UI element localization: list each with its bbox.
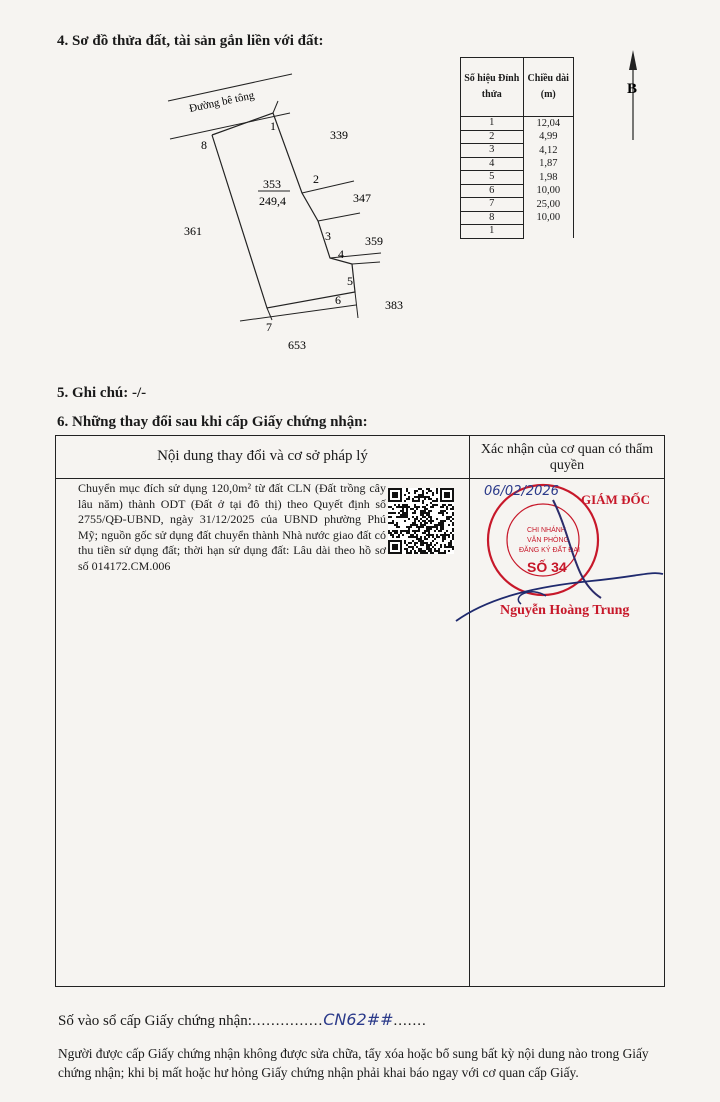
neighbor-339: 339 (330, 128, 348, 142)
vertex-row (461, 198, 574, 212)
signer-name: Nguyễn Hoàng Trung (500, 603, 630, 618)
vertex-row (461, 130, 574, 144)
changes-header-confirmation: Xác nhận của cơ quan có thẩm quyền (480, 442, 654, 473)
vertex-row (461, 117, 574, 131)
vertex-row (461, 171, 574, 185)
changes-header-content: Nội dung thay đổi và cơ sở pháp lý (157, 448, 368, 464)
qr-code-icon (388, 488, 454, 554)
vertex-number: 5 (461, 171, 524, 185)
section-4-title: 4. Sơ đồ thửa đất, tài sản gắn liền với đất: (57, 33, 324, 49)
vertex-row (461, 144, 574, 158)
segment-length: 12,04 (523, 117, 574, 131)
segment-length: 1,98 (523, 171, 574, 185)
registry-line: Số vào sổ cấp Giấy chứng nhận:...............CN62##....... (58, 1010, 427, 1029)
svg-text:SỐ 34: SỐ 34 (527, 559, 567, 575)
boundary-653 (240, 305, 356, 321)
neighbor-383: 383 (385, 298, 403, 312)
north-label: B (627, 81, 638, 97)
vertex-number: 1 (461, 117, 524, 131)
vertex-number: 2 (461, 130, 524, 144)
boundary-347 (302, 181, 354, 193)
boundary-1 (273, 101, 278, 113)
vertex-8: 8 (201, 138, 207, 152)
registry-value: CN62## (323, 1010, 394, 1029)
segment-length (523, 225, 574, 239)
segment-length: 10,00 (523, 211, 574, 225)
parcel-number: 353 (263, 177, 281, 191)
neighbor-347: 347 (353, 191, 371, 205)
segment-length: 25,00 (523, 198, 574, 212)
vertex-5: 5 (347, 274, 353, 288)
header-length: Chiều dài (m) (523, 58, 574, 117)
vertex-row (461, 184, 574, 198)
vertex-row (461, 225, 574, 239)
svg-text:CHI NHÁNH: CHI NHÁNH (527, 527, 566, 534)
vertex-3: 3 (325, 229, 331, 243)
vertex-number: 4 (461, 157, 524, 171)
parcel-boundary (212, 113, 355, 308)
vertex-4: 4 (338, 247, 344, 261)
vertex-row (461, 211, 574, 225)
segment-length: 4,12 (523, 144, 574, 158)
north-arrow-icon (629, 50, 637, 70)
changes-table (55, 435, 665, 987)
neighbor-361: 361 (184, 224, 202, 238)
vertex-length-rows (461, 117, 574, 239)
header-divider (56, 478, 664, 479)
parcel-diagram (0, 0, 720, 380)
neighbor-359: 359 (365, 234, 383, 248)
vertex-number: 1 (461, 225, 524, 239)
boundary-359a (318, 213, 360, 221)
vertex-2: 2 (313, 172, 319, 186)
vertex-7: 7 (266, 320, 272, 334)
section-5-title: 5. Ghi chú: -/- (57, 385, 147, 401)
vertex-number: 6 (461, 184, 524, 198)
vertex-number: 7 (461, 198, 524, 212)
section-6-title: 6. Những thay đổi sau khi cấp Giấy chứng nhận: (57, 414, 368, 430)
signer-title: GIÁM ĐỐC (581, 492, 650, 507)
vertex-length-table (460, 57, 574, 239)
neighbor-653: 653 (288, 338, 306, 352)
svg-text:ĐĂNG KÝ ĐẤT ĐAI: ĐĂNG KÝ ĐẤT ĐAI (519, 547, 580, 554)
vertex-row (461, 157, 574, 171)
registry-label: Số vào sổ cấp Giấy chứng nhận: (58, 1013, 252, 1029)
change-content: Chuyển mục đích sử dụng 120,0m² từ đất CLN (Đất trồng cây lâu năm) thành ODT (Đất ở tại đô thị) theo Quyết định số 2755/QĐ-UBND, ngày 31/12/2025 của UBND phường Phú Mỹ; nguồn gốc sử dụng đất chuyển thành Nhà nước giao đất có thu tiền sử dụng đất; thời hạn sử dụng đất: Lâu dài theo hồ sơ số 014172.CM.006 (78, 481, 386, 573)
parcel-area: 249,4 (259, 194, 286, 208)
column-divider (469, 436, 470, 986)
stamp-date: 06/02/2026 (484, 484, 559, 499)
boundary-7 (267, 308, 272, 320)
vertex-number: 8 (461, 211, 524, 225)
vertex-1: 1 (270, 119, 276, 133)
segment-length: 1,87 (523, 157, 574, 171)
footer-note: Người được cấp Giấy chứng nhận không được sửa chữa, tẩy xóa hoặc bổ sung bất kỳ nội dung nào trong Giấy chứng nhận; khi bị mất hoặc hư hỏng Giấy chứng nhận phải khai báo ngay với cơ quan cấp Giấy. (58, 1046, 649, 1080)
header-vertex: Số hiệu Đỉnh thửa (461, 58, 524, 117)
road-label: Đường bê tông (188, 89, 256, 115)
segment-length: 4,99 (523, 130, 574, 144)
svg-text:VĂN PHÒNG: VĂN PHÒNG (527, 537, 570, 544)
vertex-6: 6 (335, 293, 341, 307)
boundary-383 (352, 262, 380, 264)
segment-length: 10,00 (523, 184, 574, 198)
vertex-number: 3 (461, 144, 524, 158)
